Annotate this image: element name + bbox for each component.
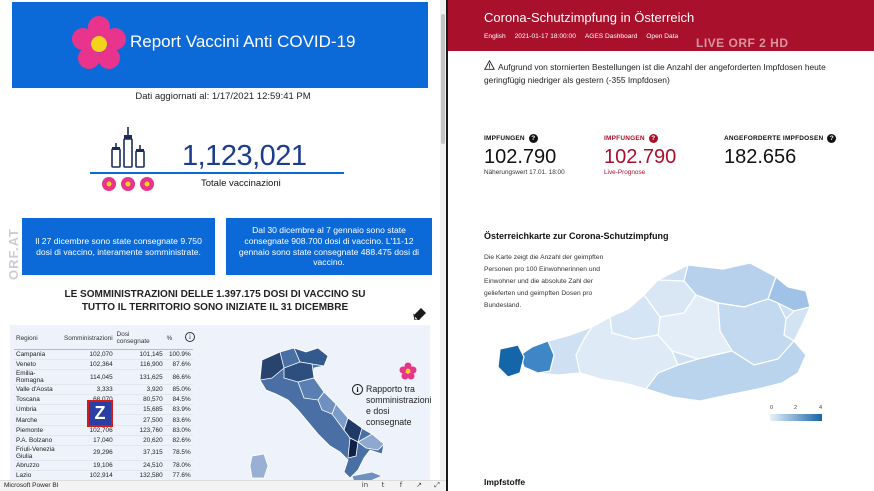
kpi-label: IMPFUNGEN <box>484 135 525 142</box>
delivered-cell: 131,625 <box>115 370 165 385</box>
delivered-cell: 116,900 <box>115 360 165 370</box>
warning-icon <box>484 60 495 70</box>
kpi-value: 102.790 <box>484 146 557 168</box>
percent-cell: 83.0% <box>165 425 193 435</box>
eraser-icon[interactable] <box>412 306 428 320</box>
vaccines-section-heading: Impfstoffe <box>484 477 526 487</box>
delivered-cell: 132,580 <box>115 470 165 480</box>
administered-cell: 102,364 <box>62 360 115 370</box>
austria-map-title: Österreichkarte zur Corona-Schutzimpfung <box>484 231 669 241</box>
kpi-vaccinations-forecast <box>604 134 676 176</box>
share-icon[interactable]: ↗ <box>416 481 422 489</box>
header-nav <box>484 33 678 40</box>
update-timestamp: Dati aggiornati al: 1/17/2021 12:59:41 PM <box>135 91 311 102</box>
administered-cell: 114,045 <box>62 370 115 385</box>
delivered-cell: 80,570 <box>115 395 165 405</box>
column-header[interactable]: Dosi consegnate <box>115 330 165 350</box>
dashboard-header <box>448 0 874 51</box>
vaccine-vials-icon <box>106 125 150 169</box>
region-name-cell: P.A. Bolzano <box>14 435 62 445</box>
twitter-icon[interactable]: t <box>381 481 385 489</box>
nav-ages-dashboard-link[interactable]: AGES Dashboard <box>584 33 638 40</box>
live-orf2-logo: LIVE ORF 2 HD <box>696 36 789 50</box>
table-row[interactable] <box>14 370 193 385</box>
help-icon[interactable]: ? <box>827 134 836 143</box>
percent-cell: 86.6% <box>165 370 193 385</box>
delivery-note-2: Dal 30 dicembre al 7 gennaio sono state consegnate 908.700 dosi di vaccino. L'11-12 gennaio sono state consegnate 488.475 dosi di vaccino. <box>226 218 432 275</box>
delivered-cell: 123,760 <box>115 425 165 435</box>
table-header-row <box>14 330 193 350</box>
nav-open-data-link[interactable]: Open Data <box>646 33 679 40</box>
administered-cell: 3,333 <box>62 385 115 395</box>
percent-cell: 78.5% <box>165 445 193 460</box>
percent-cell: 84.5% <box>165 395 193 405</box>
legend-tick: 4 <box>819 405 823 411</box>
kpi-requested-doses <box>724 134 836 169</box>
administration-heading: LE SOMMINISTRAZIONI DELLE 1.397.175 DOSI DI VACCINO SU TUTTO IL TERRITORIO SONO INIZIATE IL 31 DICEMBRE <box>64 289 366 313</box>
region-name-cell: Toscana <box>14 395 62 405</box>
percent-cell: 83.9% <box>165 405 193 415</box>
delivered-cell: 24,510 <box>115 460 165 470</box>
table-row[interactable] <box>14 350 193 360</box>
administered-cell: 17,040 <box>62 435 115 445</box>
delivered-cell: 20,620 <box>115 435 165 445</box>
help-icon[interactable]: ? <box>529 134 538 143</box>
region-name-cell: Piemonte <box>14 425 62 435</box>
administered-cell: 19,106 <box>62 460 115 470</box>
flower-logo-icon <box>69 14 129 74</box>
austria-map-description: Die Karte zeigt die Anzahl der geimpften Personen pro 100 Einwohnerinnen und Einwohner und die absolute Zahl der gelieferten und geimpften Dosen pro Bundesland. <box>484 254 604 310</box>
percent-cell: 83.6% <box>165 415 193 425</box>
left-scrollbar-thumb[interactable] <box>441 14 445 144</box>
delivered-cell: 15,685 <box>115 405 165 415</box>
total-vaccinations-value: 1,123,021 <box>182 140 307 172</box>
region-name-cell: Campania <box>14 350 62 360</box>
administered-cell: 102,706 <box>62 425 115 435</box>
table-row[interactable] <box>14 360 193 370</box>
region-name-cell: Friuli-Venezia Giulia <box>14 445 62 460</box>
percent-cell: 78.0% <box>165 460 193 470</box>
table-row[interactable] <box>14 460 193 470</box>
table-row[interactable] <box>14 435 193 445</box>
administered-cell: 102,070 <box>62 350 115 360</box>
percent-cell: 82.6% <box>165 435 193 445</box>
report-title: Report Vaccini Anti COVID-19 <box>130 32 356 51</box>
report-banner <box>12 2 428 88</box>
percent-cell: 87.6% <box>165 360 193 370</box>
delivered-cell: 27,500 <box>115 415 165 425</box>
flower-icon <box>399 362 417 380</box>
region-name-cell: Marche <box>14 415 62 425</box>
kpi-vaccinations <box>484 134 565 176</box>
kpi-value: 102.790 <box>604 146 677 168</box>
nav-timestamp: 2021-01-17 18:00:00 <box>514 33 576 40</box>
kpi-label: ANGEFORDERTE IMPFDOSEN <box>724 135 824 142</box>
kpi-subtext: Live-Prognose <box>604 169 646 176</box>
percent-cell: 85.0% <box>165 385 193 395</box>
kpi-label: IMPFUNGEN <box>604 135 645 142</box>
region-name-cell: Umbria <box>14 405 62 415</box>
delivery-note-1: Il 27 dicembre sono state consegnate 9.750 dosi di vaccino, interamente somministrate. <box>22 218 215 275</box>
map-legend-scale <box>770 414 822 421</box>
report-canvas <box>0 0 446 480</box>
kpi-subtext: Näherungswert 17.01. 18:00 <box>484 169 565 176</box>
nav-english-link[interactable]: English <box>484 33 506 40</box>
region-name-cell: Lazio <box>14 470 62 480</box>
table-row[interactable] <box>14 470 193 480</box>
total-vaccinations-label: Totale vaccinazioni <box>201 178 281 189</box>
linkedin-icon[interactable]: in <box>361 481 369 489</box>
table-row[interactable] <box>14 445 193 460</box>
percent-cell: 77.6% <box>165 470 193 480</box>
column-header[interactable]: Regioni <box>14 330 62 350</box>
warning-text: Aufgrund von stornierten Bestellungen ist die Anzahl der angeforderten Impfdosen heute geringfügig niedriger als gestern (-355 Impfdosen) <box>484 62 826 86</box>
column-header[interactable]: % <box>165 330 193 350</box>
fullscreen-icon[interactable]: ⤢ <box>434 481 440 489</box>
flowers-decoration-icon <box>100 175 156 193</box>
table-row[interactable] <box>14 385 193 395</box>
rapporto-info-icon[interactable]: i <box>352 384 363 395</box>
help-icon[interactable]: ? <box>649 134 658 143</box>
share-icons <box>360 481 442 490</box>
delivered-cell: 101,145 <box>115 350 165 360</box>
info-icon[interactable]: i <box>185 332 195 342</box>
legend-tick: 2 <box>794 405 798 411</box>
region-name-cell: Abruzzo <box>14 460 62 470</box>
delivered-cell: 3,920 <box>115 385 165 395</box>
dashboard-title: Corona-Schutzimpfung in Österreich <box>484 10 695 25</box>
orf-dashboard <box>448 0 874 491</box>
warning-notice <box>484 60 844 87</box>
region-name-cell: Veneto <box>14 360 62 370</box>
facebook-icon[interactable]: f <box>399 481 403 489</box>
administered-cell: 102,914 <box>62 470 115 480</box>
rapporto-label: Rapporto tra somministrazioni e dosi consegnate <box>366 384 432 427</box>
z-logo-icon: Z <box>87 400 113 427</box>
delivered-cell: 37,315 <box>115 445 165 460</box>
powerbi-footer <box>0 480 446 491</box>
orf-watermark: ORF.AT <box>6 228 21 280</box>
kpi-value: 182.656 <box>724 146 797 168</box>
administered-cell: 29,296 <box>62 445 115 460</box>
column-header[interactable]: Somministrazioni <box>62 330 115 350</box>
legend-tick: 0 <box>770 405 774 411</box>
percent-cell: 100.9% <box>165 350 193 360</box>
powerbi-link[interactable]: Microsoft Power BI <box>4 482 59 489</box>
region-name-cell: Valle d'Aosta <box>14 385 62 395</box>
region-name-cell: Emilia-Romagna <box>14 370 62 385</box>
